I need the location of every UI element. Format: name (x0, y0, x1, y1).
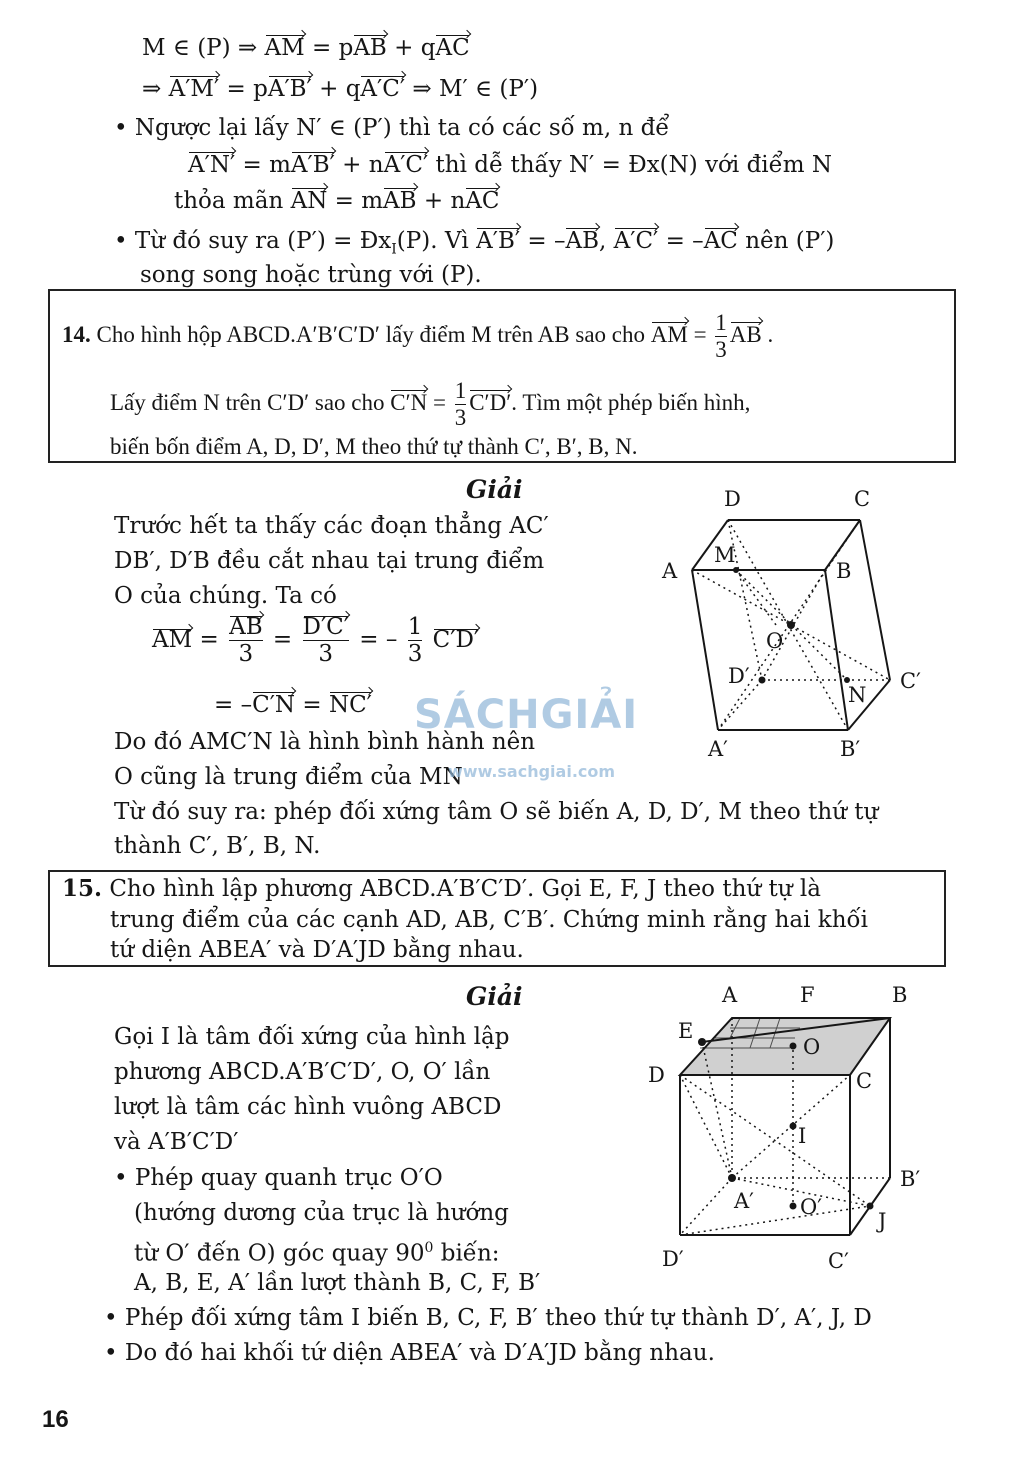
problem-14-line-3: biến bốn điểm A, D, D′, M theo thứ tự thành C′, B′, B, N. (110, 434, 638, 459)
sol14-line-5: O cũng là trung điểm của MN (114, 764, 463, 790)
fraction-one-third: $\frac{1}{3}$ (715, 310, 727, 362)
fig2-label-J: J (878, 1209, 887, 1233)
fig1-label-Ap: A′ (708, 737, 728, 761)
fig1-label-A: A (662, 559, 678, 583)
sol15-line-6: (hướng dương của trục là hướng (134, 1200, 509, 1226)
solution-15-heading: Giải (466, 982, 523, 1011)
watermark-logo: SÁCHGIẢI (414, 692, 639, 738)
fig2-label-I: I (798, 1124, 807, 1148)
cube-figure (640, 980, 940, 1280)
fig2-label-Dp: D′ (662, 1247, 684, 1271)
sol14-line-3: O của chúng. Ta có (114, 583, 337, 609)
top-line-4: A′N′ = mA′B′ + nA′C′ thì dễ thấy N′ = Đx(N) với điểm N (188, 152, 833, 178)
sol14-line-7: thành C′, B′, B, N. (114, 833, 321, 859)
sol15-line-9: • Phép đối xứng tâm I biến B, C, F, B′ theo thứ tự thành D′, A′, J, D (104, 1305, 872, 1331)
sol14-line-1: Trước hết ta thấy các đoạn thẳng AC′ (114, 513, 549, 539)
sol14-line-2: DB′, D′B đều cắt nhau tại trung điểm (114, 548, 545, 574)
top-line-3: • Ngược lại lấy N′ ∈ (P′) thì ta có các số m, n để (114, 115, 670, 141)
fig1-label-C: C (854, 487, 871, 511)
sol15-line-2: phương ABCD.A′B′C′D′, O, O′ lần (114, 1059, 491, 1085)
fig1-label-O: O (766, 629, 784, 653)
fig2-label-Bp: B′ (900, 1167, 921, 1191)
fig2-label-Ap: A′ (734, 1189, 754, 1213)
fig1-label-D: D (724, 487, 741, 511)
fig2-label-D: D (648, 1063, 665, 1087)
sol14-equation-1: AM = $\frac{AB}{3}$ = $\frac{D'C'}{3}$ = – $\frac{1}{3}$ C′D′ (152, 614, 480, 667)
top-line-5: thỏa mãn AN = mAB + nAC (174, 188, 500, 214)
fig2-label-B: B (892, 983, 908, 1007)
fig1-label-M: M (714, 543, 736, 567)
fig2-label-Cp: C′ (828, 1249, 849, 1273)
fig2-label-C: C (856, 1069, 873, 1093)
top-line-7: song song hoặc trùng với (P). (140, 262, 482, 288)
sol14-equation-2: = –C′N = NC′ (214, 692, 372, 718)
top-line-2: ⇒ A′M′ = pA′B′ + qA′C′ ⇒ M′ ∈ (P′) (142, 76, 539, 102)
page-number: 16 (42, 1406, 69, 1433)
sol15-line-5: • Phép quay quanh trục O′O (114, 1165, 443, 1191)
problem-15-line-2: trung điểm của các cạnh AD, AB, C′B′. Chứng minh rằng hai khối (110, 907, 868, 933)
problem-14-line-2: Lấy điểm N trên C′D′ sao cho C′N = $\frac{1}{3}$ C′D′. Tìm một phép biến hình, (110, 378, 751, 430)
fig2-label-A: A (722, 983, 738, 1007)
fig1-label-Dp: D′ (728, 664, 750, 688)
sol15-line-10: • Do đó hai khối tứ diện ABEA′ và D′A′JD bằng nhau. (104, 1340, 715, 1366)
sol15-line-7: từ O′ đến O) góc quay $90^0$ biến: (134, 1240, 500, 1267)
sol15-line-1: Gọi I là tâm đối xứng của hình lập (114, 1024, 510, 1050)
fig2-label-F: F (800, 983, 815, 1007)
problem-14-line-1: 14. Cho hình hộp ABCD.A′B′C′D′ lấy điểm M trên AB sao cho AM = $\frac{1}{3}$ AB . (62, 310, 774, 362)
fig1-label-Bp: B′ (840, 737, 861, 761)
problem-15-line-3: tứ diện ABEA′ và D′A′JD bằng nhau. (110, 937, 524, 963)
solution-14-heading: Giải (466, 475, 523, 504)
parallelepiped-figure (650, 480, 950, 770)
sol15-line-4: và A′B′C′D′ (114, 1129, 239, 1155)
fraction-one-third-2: $\frac{1}{3}$ (454, 378, 467, 430)
fig2-label-E: E (678, 1019, 694, 1043)
fig1-label-N: N (848, 683, 867, 707)
top-line-1: M ∈ (P) ⇒ AM = pAB + qAC (142, 35, 470, 61)
sol14-line-4: Do đó AMC′N là hình bình hành nên (114, 729, 536, 755)
problem-15-line-1: 15. Cho hình lập phương ABCD.A′B′C′D′. Gọi E, F, J theo thứ tự là (62, 875, 821, 902)
fig2-label-Op: O′ (800, 1195, 822, 1219)
fig2-label-O: O (803, 1035, 821, 1059)
fig1-label-Cp: C′ (900, 669, 921, 693)
top-line-6: • Từ đó suy ra $(P') = Đx_I(P)$. Vì A′B′ = –AB, A′C′ = –AC nên (P′) (114, 228, 835, 258)
sol15-line-3: lượt là tâm các hình vuông ABCD (114, 1094, 502, 1120)
watermark-url: www.sachgiai.com (448, 762, 616, 781)
fig1-label-B: B (836, 559, 852, 583)
sol14-line-6: Từ đó suy ra: phép đối xứng tâm O sẽ biến A, D, D′, M theo thứ tự (114, 799, 879, 825)
sol15-line-8: A, B, E, A′ lần lượt thành B, C, F, B′ (134, 1270, 541, 1296)
